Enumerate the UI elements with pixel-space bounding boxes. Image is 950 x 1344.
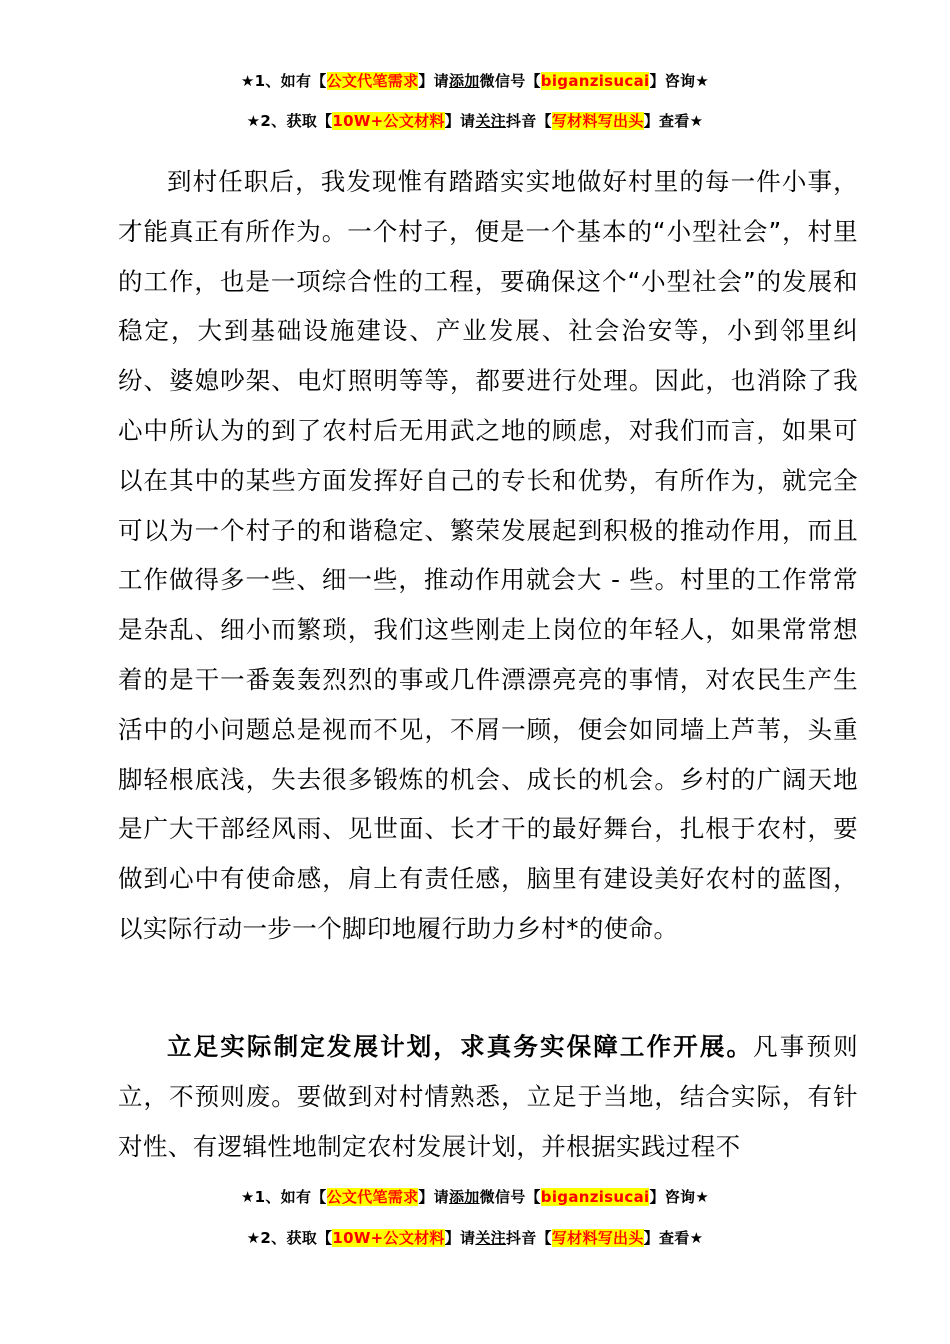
paragraph-lead-heading: 立足实际制定发展计划，求真务实保障工作开展。 — [167, 1032, 754, 1061]
top-notice-line-1 — [0, 70, 950, 92]
notice-highlight: biganzisucai — [540, 1188, 650, 1206]
notice-text: 】查看★ — [643, 112, 704, 130]
notice-text: 】咨询★ — [649, 1188, 710, 1206]
notice-text: 微信号【 — [479, 72, 541, 90]
notice-text: 】请 — [444, 112, 476, 130]
notice-text: 微信号【 — [479, 1188, 541, 1206]
notice-highlight: 10W+公文材料 — [332, 112, 445, 130]
bottom-notice-line-2 — [0, 1227, 950, 1249]
notice-text: ★2、获取【 — [246, 1229, 333, 1247]
notice-text: 抖音【 — [505, 112, 552, 130]
notice-text: ★1、如有【 — [240, 72, 327, 90]
notice-text: 】请 — [444, 1229, 476, 1247]
notice-highlight: 写材料写出头 — [551, 1229, 644, 1247]
notice-text: 抖音【 — [505, 1229, 552, 1247]
notice-underline: 添加 — [448, 1188, 480, 1206]
bottom-notice-line-1 — [0, 1186, 950, 1208]
notice-highlight: 公文代笔需求 — [326, 72, 419, 90]
notice-text: ★1、如有【 — [240, 1188, 327, 1206]
notice-text: 】查看★ — [643, 1229, 704, 1247]
notice-underline: 关注 — [475, 112, 506, 130]
top-notice-line-2 — [0, 110, 950, 132]
notice-underline: 添加 — [448, 72, 480, 90]
body-paragraph-1: 到村任职后，我发现惟有踏踏实实地做好村里的每一件小事，才能真正有所作为。一个村子，便是一个基本的“小型社会”，村里的工作，也是一项综合性的工程，要确保这个“小型社会”的发展和稳定，大到基础设施建设、产业发展、社会治安等，小到邻里纠纷、婆媳吵架、电灯照明等等，都要进行处理。因此，也消除了我心中所认为的到了农村后无用武之地的顾虑，对我们而言，如果可以在其中的某些方面发挥好自己的专长和优势，有所作为，就完全可以为一个村子的和谐稳定、繁荣发展起到积极的推动作用，而且工作做得多一些、细一些，推动作用就会大 - 些。村里的工作常常是杂乱、细小而繁琐，我们这些刚走上岗位的年轻人，如果常常想着的是干一番轰轰烈烈的事或几件漂漂亮亮的事情，对农民生产生活中的小问题总是视而不见，不屑一顾，便会如同墙上芦苇，头重脚轻根底浅，失去很多锻炼的机会、成长的机会。乡村的广阔天地是广大干部经风雨、见世面、长才干的最好舞台，扎根于农村，要做到心中有使命感，肩上有责任感，脑里有建设美好农村的蓝图，以实际行动一步一个脚印地履行助力乡村*的使命。 — [118, 167, 858, 943]
paragraph-text: 凡事预则立，不预则废。要做到对村情熟悉，立足于当地，结合实际，有针对性、有逻辑性地制定农村发展计划，并根据实践过程不 — [118, 1032, 858, 1161]
notice-text: 】请 — [418, 1188, 449, 1206]
body-paragraph-2 — [118, 1022, 858, 1171]
notice-underline: 关注 — [475, 1229, 506, 1247]
notice-text: 】咨询★ — [649, 72, 710, 90]
notice-highlight: biganzisucai — [540, 72, 650, 90]
notice-text: 】请 — [418, 72, 449, 90]
notice-highlight: 写材料写出头 — [551, 112, 644, 130]
notice-highlight: 10W+公文材料 — [332, 1229, 445, 1247]
notice-text: ★2、获取【 — [246, 112, 333, 130]
notice-highlight: 公文代笔需求 — [326, 1188, 419, 1206]
